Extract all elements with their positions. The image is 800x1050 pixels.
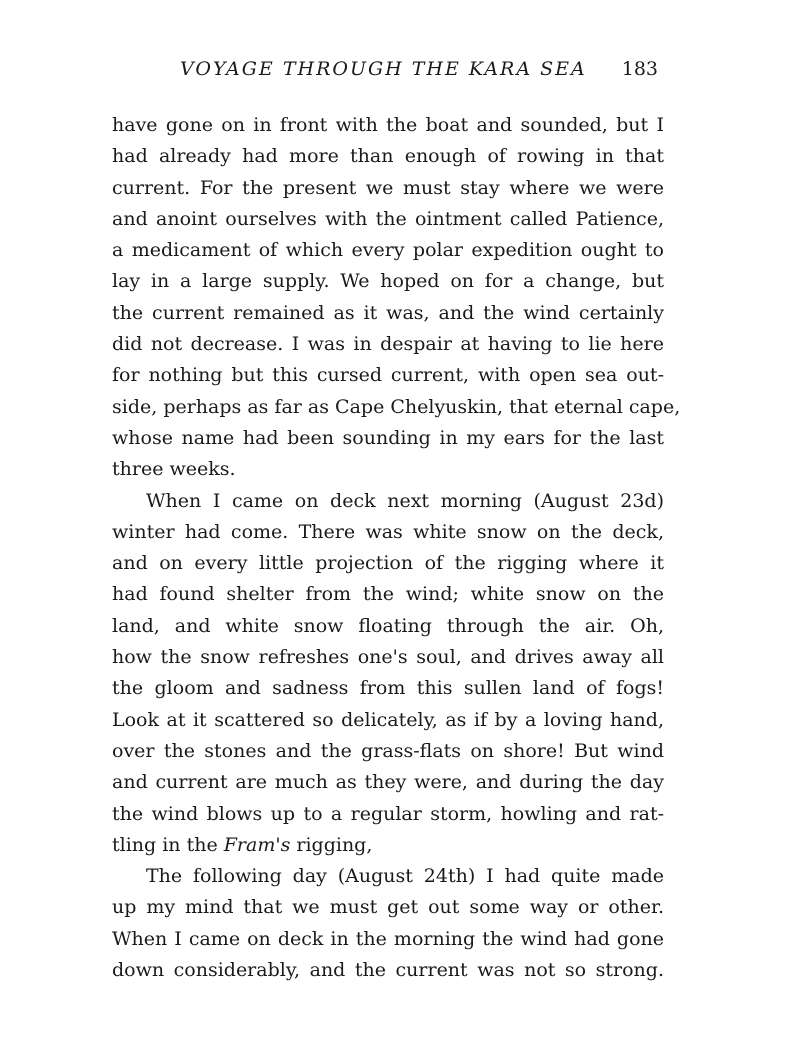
page-number: 183 xyxy=(621,58,658,80)
text-line: side, perhaps as far as Cape Chelyuskin, that eternal cape, xyxy=(112,395,681,418)
text-line: and on every little projection of the rigging where it xyxy=(112,552,664,575)
text-line: whose name had been sounding in my ears for the last xyxy=(112,426,664,449)
text-line: have gone on in front with the boat and sounded, but I xyxy=(112,114,664,136)
paragraph xyxy=(112,110,681,486)
text-line: over the stones and the grass-flats on shore! But wind xyxy=(112,739,664,762)
text-line: a medicament of which every polar expedition ought to xyxy=(112,239,664,262)
paragraph xyxy=(112,486,664,862)
text-line: up my mind that we must get out some way or other. xyxy=(112,896,664,919)
text-line: When I came on deck in the morning the wind had gone xyxy=(112,927,664,950)
text-line: winter had come. There was white snow on the deck, xyxy=(112,520,664,543)
paragraph xyxy=(112,861,664,986)
text-line: land, and white snow floating through the air. Oh, xyxy=(112,614,664,637)
text-line: did not decrease. I was in despair at having to lie here xyxy=(112,333,664,356)
ship-name-italic: Fram's xyxy=(223,833,291,856)
text-line: the gloom and sadness from this sullen land of fogs! xyxy=(112,677,664,700)
text-line: three weeks. xyxy=(112,458,236,481)
body-text xyxy=(112,110,681,986)
page-header xyxy=(110,58,670,88)
running-title: VOYAGE THROUGH THE KARA SEA xyxy=(180,58,587,80)
text-line: the wind blows up to a regular storm, howling and rat- xyxy=(112,802,664,825)
text-line: Look at it scattered so delicately, as if by a loving hand, xyxy=(112,708,664,731)
text-line: had already had more than enough of rowing in that xyxy=(112,145,664,168)
text-line: and current are much as they were, and during the day xyxy=(112,771,664,794)
text-line: had found shelter from the wind; white snow on the xyxy=(112,583,664,606)
text-span: tling in the xyxy=(112,833,224,856)
text-line xyxy=(112,830,664,861)
text-line: The following day (August 24th) I had quite made xyxy=(146,865,664,888)
text-span: rigging, xyxy=(290,833,373,856)
text-line: When I came on deck next morning (August 23d) xyxy=(146,489,664,512)
text-line: down considerably, and the current was not so strong. xyxy=(112,959,664,982)
text-line: for nothing but this cursed current, with open sea out- xyxy=(112,364,664,387)
text-line: how the snow refreshes one's soul, and drives away all xyxy=(112,646,664,669)
text-line: the current remained as it was, and the wind certainly xyxy=(112,301,664,324)
text-line: and anoint ourselves with the ointment called Patience, xyxy=(112,207,664,230)
text-line: lay in a large supply. We hoped on for a change, but xyxy=(112,270,664,293)
text-line: current. For the present we must stay where we were xyxy=(112,176,664,199)
